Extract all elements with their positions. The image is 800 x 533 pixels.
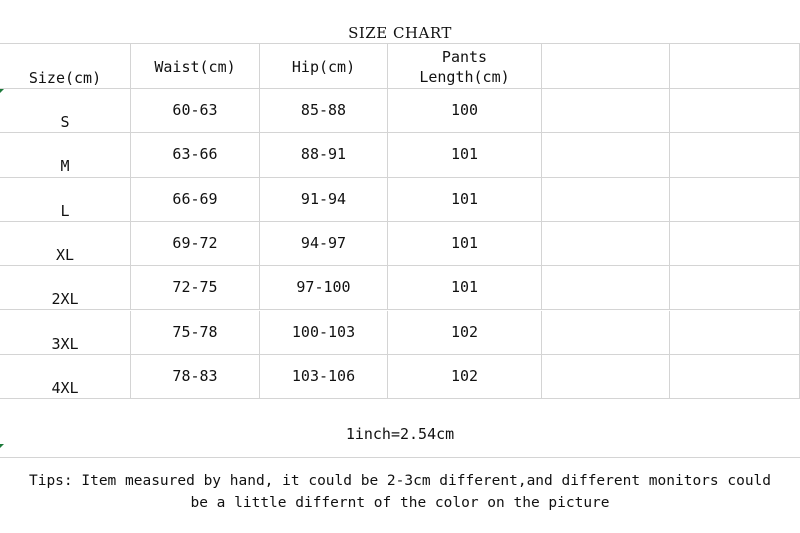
tips-line-2: be a little differnt of the color on the picture: [190, 495, 610, 511]
empty-cell: [670, 355, 800, 398]
header-pants-line1: Pants: [441, 48, 488, 66]
hip-value: 85-88: [300, 101, 347, 119]
waist-value: 60-63: [172, 101, 218, 119]
table-row: [0, 311, 800, 355]
size-value-cell: [0, 355, 131, 398]
empty-cell: [670, 44, 800, 88]
size-value-cell: [0, 133, 131, 176]
empty-cell: [542, 89, 670, 132]
size-value-cell: [0, 311, 131, 354]
size-value: 3XL: [51, 334, 79, 353]
header-size: Size(cm): [28, 69, 102, 87]
hip-value-cell: [260, 355, 388, 398]
waist-value-cell: [131, 178, 260, 221]
length-value-cell: [388, 133, 542, 176]
length-value: 100: [450, 101, 479, 119]
size-value: 2XL: [51, 290, 79, 309]
header-hip: Hip(cm): [291, 58, 356, 76]
length-value-cell: [388, 355, 542, 398]
header-waist-cell: [131, 44, 260, 88]
empty-cell: [670, 266, 800, 309]
header-hip-cell: [260, 44, 388, 88]
waist-value-cell: [131, 311, 260, 354]
hip-value-cell: [260, 133, 388, 176]
empty-cell: [542, 133, 670, 176]
waist-value-cell: [131, 89, 260, 132]
conversion-note: 1inch=2.54cm: [345, 425, 455, 443]
chart-title: SIZE CHART: [348, 24, 452, 42]
waist-value-cell: [131, 133, 260, 176]
length-value-cell: [388, 311, 542, 354]
waist-value: 66-69: [172, 189, 218, 208]
length-value-cell: [388, 222, 542, 265]
hip-value: 103-106: [291, 366, 356, 385]
table-row: [0, 222, 800, 266]
length-value-cell: [388, 89, 542, 132]
length-value: 101: [450, 233, 479, 252]
title-row: [0, 0, 800, 44]
header-size-cell: [0, 44, 131, 88]
size-value: S: [60, 113, 70, 131]
waist-value: 78-83: [172, 366, 218, 385]
hip-value: 94-97: [300, 233, 347, 252]
empty-cell: [670, 133, 800, 176]
table-row: [0, 266, 800, 310]
hip-value-cell: [260, 178, 388, 221]
empty-cell: [542, 311, 670, 354]
size-value-cell: [0, 89, 131, 132]
table-row: [0, 89, 800, 133]
waist-value: 69-72: [172, 233, 218, 252]
empty-cell: [670, 222, 800, 265]
waist-value: 72-75: [172, 278, 218, 297]
waist-value-cell: [131, 355, 260, 398]
length-value: 101: [450, 145, 479, 164]
hip-value: 97-100: [296, 278, 351, 297]
empty-cell: [670, 89, 800, 132]
empty-cell: [542, 178, 670, 221]
hip-value: 100-103: [291, 322, 356, 341]
size-value: XL: [55, 245, 75, 264]
empty-cell: [542, 222, 670, 265]
empty-cell: [670, 178, 800, 221]
table-row: [0, 355, 800, 399]
hip-value-cell: [260, 266, 388, 309]
table-row: [0, 178, 800, 222]
length-value: 101: [450, 189, 479, 208]
header-waist: Waist(cm): [154, 58, 236, 76]
hip-value: 91-94: [300, 189, 347, 208]
length-value: 102: [450, 366, 479, 385]
table-row: [0, 133, 800, 177]
cell-marker-icon: [0, 444, 4, 448]
waist-value-cell: [131, 266, 260, 309]
hip-value-cell: [260, 222, 388, 265]
length-value: 101: [450, 278, 479, 297]
size-value: 4XL: [51, 378, 79, 397]
waist-value: 63-66: [172, 145, 218, 164]
waist-value-cell: [131, 222, 260, 265]
hip-value-cell: [260, 311, 388, 354]
tips-line-1: Tips: Item measured by hand, it could be 2-3cm different,and different monitors could: [28, 473, 772, 489]
header-pants-line2: Length(cm): [419, 68, 510, 86]
hip-value-cell: [260, 89, 388, 132]
empty-cell: [542, 355, 670, 398]
size-value: M: [60, 157, 70, 176]
size-value-cell: [0, 178, 131, 221]
cell-marker-icon: [0, 89, 4, 93]
size-value-cell: [0, 266, 131, 309]
size-value-cell: [0, 222, 131, 265]
empty-cell: [670, 311, 800, 354]
empty-cell: [542, 44, 670, 88]
length-value-cell: [388, 178, 542, 221]
header-row: [0, 44, 800, 89]
waist-value: 75-78: [172, 322, 218, 341]
length-value-cell: [388, 266, 542, 309]
size-value: L: [60, 201, 70, 220]
header-pants-length-cell: [388, 44, 542, 88]
conversion-row: [0, 399, 800, 458]
length-value: 102: [450, 322, 479, 341]
hip-value: 88-91: [300, 145, 347, 164]
empty-cell: [542, 266, 670, 309]
